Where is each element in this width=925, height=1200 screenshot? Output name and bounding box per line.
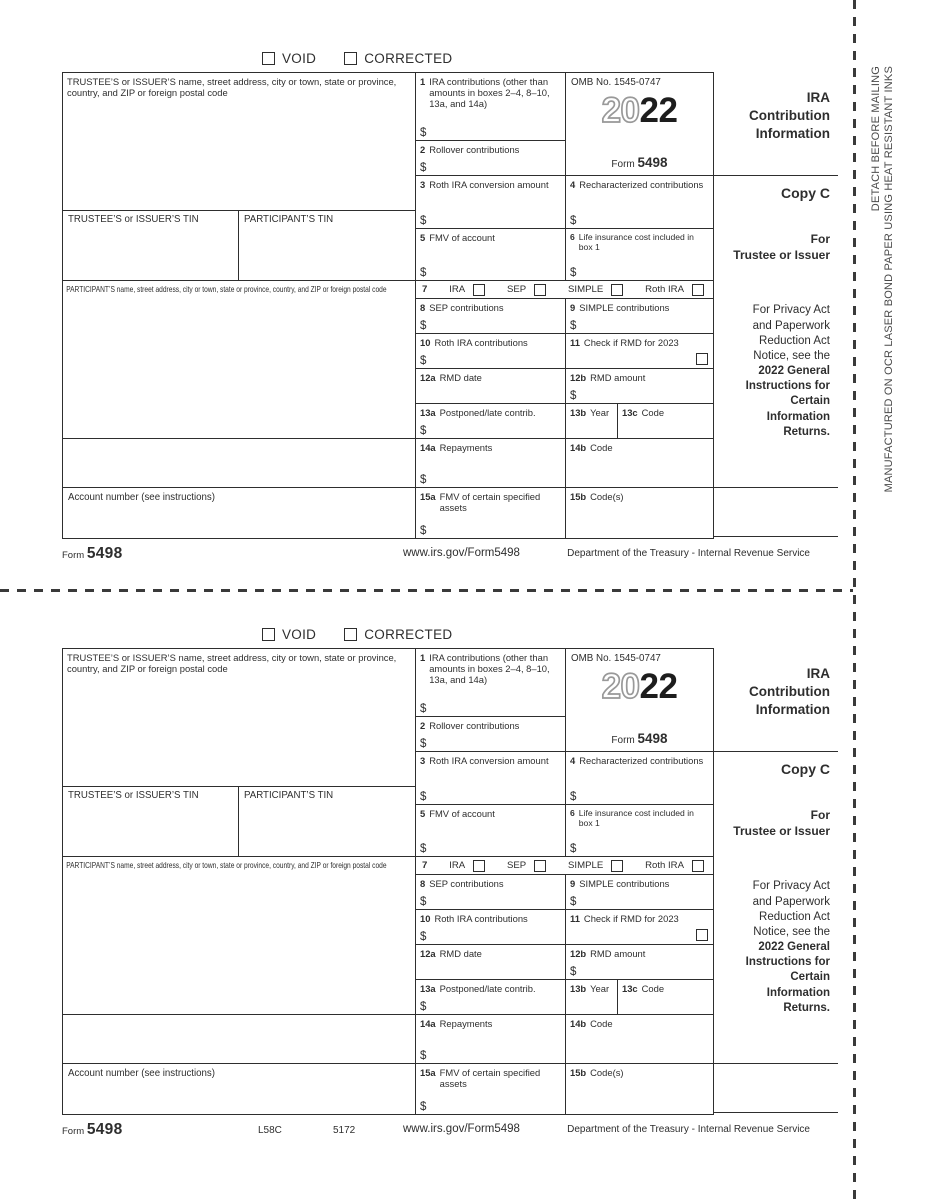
void-checkbox: [262, 52, 275, 65]
box-15b-codes: 15b Code(s): [570, 490, 624, 502]
form-copy-2: [62, 626, 838, 1141]
trustee-info-box: [63, 649, 416, 787]
box-12a-rmd-date: 12a RMD date: [416, 945, 566, 980]
participant-tin-label: PARTICIPANT’S TIN: [244, 214, 334, 225]
box-15a-fmv-specified: 15a FMV of certain specified assets $: [416, 1064, 566, 1114]
dollar-sign: $: [420, 896, 427, 908]
account-number-box: [63, 488, 416, 538]
edge-print-text: [870, 66, 896, 498]
dollar-sign: $: [420, 267, 427, 279]
box-9-simple-contributions: 9 SIMPLE contributions $: [566, 299, 713, 334]
form-footer: [62, 544, 838, 564]
box-11-rmd-check: 11 Check if RMD for 2023: [566, 334, 713, 369]
box-7-account-type: 7 IRA SEP SIMPLE Roth IRA: [416, 281, 713, 299]
box-6-life-insurance: 6 Life insurance cost included in box 1 $: [566, 229, 713, 281]
participant-info-box: [63, 281, 416, 439]
privacy-notice: For Privacy Act and Paperwork Reduction Act Notice, see the 2022 General Instructions for Certain Information Returns.: [745, 880, 830, 1014]
box-1-ira-contributions: 1 IRA contributions (other than amounts in boxes 2–4, 8–10, 13a, and 14a) $: [416, 649, 566, 717]
trustee-tin-label: TRUSTEE’S or ISSUER’S TIN: [68, 790, 199, 801]
tax-year: 2022: [601, 667, 678, 706]
form-footer: [62, 1120, 838, 1140]
simple-checkbox: [611, 860, 623, 872]
print-code: L58C: [258, 1125, 282, 1136]
dollar-sign: $: [420, 355, 427, 367]
dollar-sign: $: [570, 320, 577, 332]
copy-recipient: For Trustee or Issuer: [733, 232, 830, 263]
participant-info-box: [63, 857, 416, 1015]
box-12b-rmd-amount: 12b RMD amount $: [566, 945, 713, 980]
void-corrected-row: [262, 627, 452, 642]
box-8-sep-contributions: 8 SEP contributions $: [416, 299, 566, 334]
box-15b-codes: 15b Code(s): [570, 1066, 624, 1078]
dollar-sign: $: [570, 267, 577, 279]
participant-tin-label: PARTICIPANT’S TIN: [244, 790, 334, 801]
rmd-checkbox: [696, 929, 708, 941]
form-title: IRA Contribution Information: [749, 666, 830, 717]
form-grid: [62, 648, 714, 1115]
footer-form-number: Form 5498: [62, 545, 123, 562]
dollar-sign: $: [420, 738, 427, 750]
dollar-sign: $: [420, 1101, 427, 1113]
box-6-life-insurance: 6 Life insurance cost included in box 1 $: [566, 805, 713, 857]
simple-checkbox: [611, 284, 623, 296]
dollar-sign: $: [570, 215, 577, 227]
trustee-tin-label: TRUSTEE’S or ISSUER’S TIN: [68, 214, 199, 225]
blank-row: [63, 439, 416, 488]
form-copy-1: [62, 50, 838, 565]
ira-checkbox: [473, 860, 485, 872]
box-3-roth-conversion: 3 Roth IRA conversion amount $: [416, 176, 566, 229]
dollar-sign: $: [570, 966, 577, 978]
dollar-sign: $: [420, 215, 427, 227]
corrected-label: CORRECTED: [364, 627, 453, 642]
corrected-label: CORRECTED: [364, 51, 453, 66]
dollar-sign: $: [420, 525, 427, 537]
participant-info-label: PARTICIPANT’S name, street address, city or town, state or province, country, and ZIP or foreign postal code: [66, 860, 387, 870]
dollar-sign: $: [420, 320, 427, 332]
box-13b-year: 13b Year: [566, 404, 618, 439]
form-grid: [62, 72, 714, 539]
dollar-sign: $: [420, 1001, 427, 1013]
box-14a-repayments: 14a Repayments $: [416, 1015, 566, 1064]
manufactured-text: MANUFACTURED ON OCR LASER BOND PAPER USING HEAT RESISTANT INKS: [883, 66, 895, 493]
void-checkbox: [262, 628, 275, 641]
account-number-label: Account number (see instructions): [68, 1068, 215, 1079]
trustee-tin-box: [63, 787, 239, 857]
account-number-box: [63, 1064, 416, 1114]
box-5-fmv: 5 FMV of account $: [416, 229, 566, 281]
irs-url: www.irs.gov/Form5498: [403, 547, 520, 559]
copy-section: [714, 175, 838, 487]
omb-number: OMB No. 1545-0747: [571, 653, 661, 664]
box-13c-code: 13c Code: [618, 404, 713, 439]
dollar-sign: $: [420, 931, 427, 943]
stock-code: 5172: [333, 1125, 356, 1136]
dollar-sign: $: [570, 896, 577, 908]
detach-before-mailing-text: DETACH BEFORE MAILING: [870, 66, 882, 212]
box-2-rollover: 2 Rollover contributions $: [416, 717, 566, 752]
participant-info-label: PARTICIPANT’S name, street address, city or town, state or province, country, and ZIP or foreign postal code: [66, 284, 387, 294]
box-12a-rmd-date: 12a RMD date: [416, 369, 566, 404]
corrected-checkbox: [344, 52, 357, 65]
copy-recipient: For Trustee or Issuer: [733, 808, 830, 839]
dollar-sign: $: [420, 425, 427, 437]
box-5-fmv: 5 FMV of account $: [416, 805, 566, 857]
omb-form-number: Form 5498: [611, 731, 668, 746]
box-10-roth-contributions: 10 Roth IRA contributions $: [416, 334, 566, 369]
box-13c-code: 13c Code: [618, 980, 713, 1015]
vertical-perforation-line: [853, 0, 856, 1200]
dollar-sign: $: [420, 1050, 427, 1062]
dollar-sign: $: [420, 162, 427, 174]
tax-year: 2022: [601, 91, 678, 130]
trustee-info-box: [63, 73, 416, 211]
box-3-roth-conversion: 3 Roth IRA conversion amount $: [416, 752, 566, 805]
void-corrected-row: [262, 51, 452, 66]
department-label: Department of the Treasury - Internal Revenue Service: [567, 548, 810, 559]
omb-form-number: Form 5498: [611, 155, 668, 170]
omb-number: OMB No. 1545-0747: [571, 77, 661, 88]
copy-info-panel: [714, 72, 838, 537]
omb-box: [566, 73, 713, 176]
trustee-tin-box: [63, 211, 239, 281]
box-14b-code: 14b Code: [566, 1015, 713, 1064]
box-7-account-type: 7 IRA SEP SIMPLE Roth IRA: [416, 857, 713, 875]
sep-checkbox: [534, 284, 546, 296]
dollar-sign: $: [420, 843, 427, 855]
box-4-recharacterized: 4 Recharacterized contributions $: [566, 176, 713, 229]
blank-row: [63, 1015, 416, 1064]
form-title: IRA Contribution Information: [749, 90, 830, 141]
blank-box: [714, 1063, 838, 1113]
dollar-sign: $: [570, 390, 577, 402]
trustee-info-label: TRUSTEE’S or ISSUER’S name, street address, city or town, state or province, country, and ZIP or foreign postal code: [67, 651, 397, 674]
box-13a-postponed: 13a Postponed/late contrib. $: [416, 404, 566, 439]
dollar-sign: $: [570, 791, 577, 803]
dollar-sign: $: [420, 791, 427, 803]
box-14b-code: 14b Code: [566, 439, 713, 488]
box-1-ira-contributions: 1 IRA contributions (other than amounts in boxes 2–4, 8–10, 13a, and 14a) $: [416, 73, 566, 141]
rmd-checkbox: [696, 353, 708, 365]
box-11-rmd-check: 11 Check if RMD for 2023: [566, 910, 713, 945]
roth-ira-checkbox: [692, 860, 704, 872]
box-2-rollover: 2 Rollover contributions $: [416, 141, 566, 176]
sep-checkbox: [534, 860, 546, 872]
box-13b-year: 13b Year: [566, 980, 618, 1015]
box-13a-postponed: 13a Postponed/late contrib. $: [416, 980, 566, 1015]
participant-tin-box: [239, 211, 416, 281]
box-14a-repayments: 14a Repayments $: [416, 439, 566, 488]
dollar-sign: $: [420, 127, 427, 139]
irs-url: www.irs.gov/Form5498: [403, 1123, 520, 1135]
participant-tin-box: [239, 787, 416, 857]
omb-box: [566, 649, 713, 752]
copy-section: [714, 751, 838, 1063]
box-15a-fmv-specified: 15a FMV of certain specified assets $: [416, 488, 566, 538]
copy-c-label: Copy C: [781, 761, 830, 777]
void-label: VOID: [282, 627, 317, 642]
box-10-roth-contributions: 10 Roth IRA contributions $: [416, 910, 566, 945]
dollar-sign: $: [420, 703, 427, 715]
box-9-simple-contributions: 9 SIMPLE contributions $: [566, 875, 713, 910]
department-label: Department of the Treasury - Internal Revenue Service: [567, 1124, 810, 1135]
box-12b-rmd-amount: 12b RMD amount $: [566, 369, 713, 404]
privacy-notice: For Privacy Act and Paperwork Reduction Act Notice, see the 2022 General Instructions for Certain Information Returns.: [745, 304, 830, 438]
trustee-info-label: TRUSTEE’S or ISSUER’S name, street address, city or town, state or province, country, and ZIP or foreign postal code: [67, 75, 397, 98]
horizontal-perforation-line: [0, 589, 853, 592]
roth-ira-checkbox: [692, 284, 704, 296]
void-label: VOID: [282, 51, 317, 66]
box-4-recharacterized: 4 Recharacterized contributions $: [566, 752, 713, 805]
account-number-label: Account number (see instructions): [68, 492, 215, 503]
corrected-checkbox: [344, 628, 357, 641]
copy-c-label: Copy C: [781, 185, 830, 201]
footer-form-number: Form 5498: [62, 1121, 123, 1138]
copy-info-panel: [714, 648, 838, 1113]
box-8-sep-contributions: 8 SEP contributions $: [416, 875, 566, 910]
ira-checkbox: [473, 284, 485, 296]
dollar-sign: $: [570, 843, 577, 855]
blank-box: [714, 487, 838, 537]
dollar-sign: $: [420, 474, 427, 486]
